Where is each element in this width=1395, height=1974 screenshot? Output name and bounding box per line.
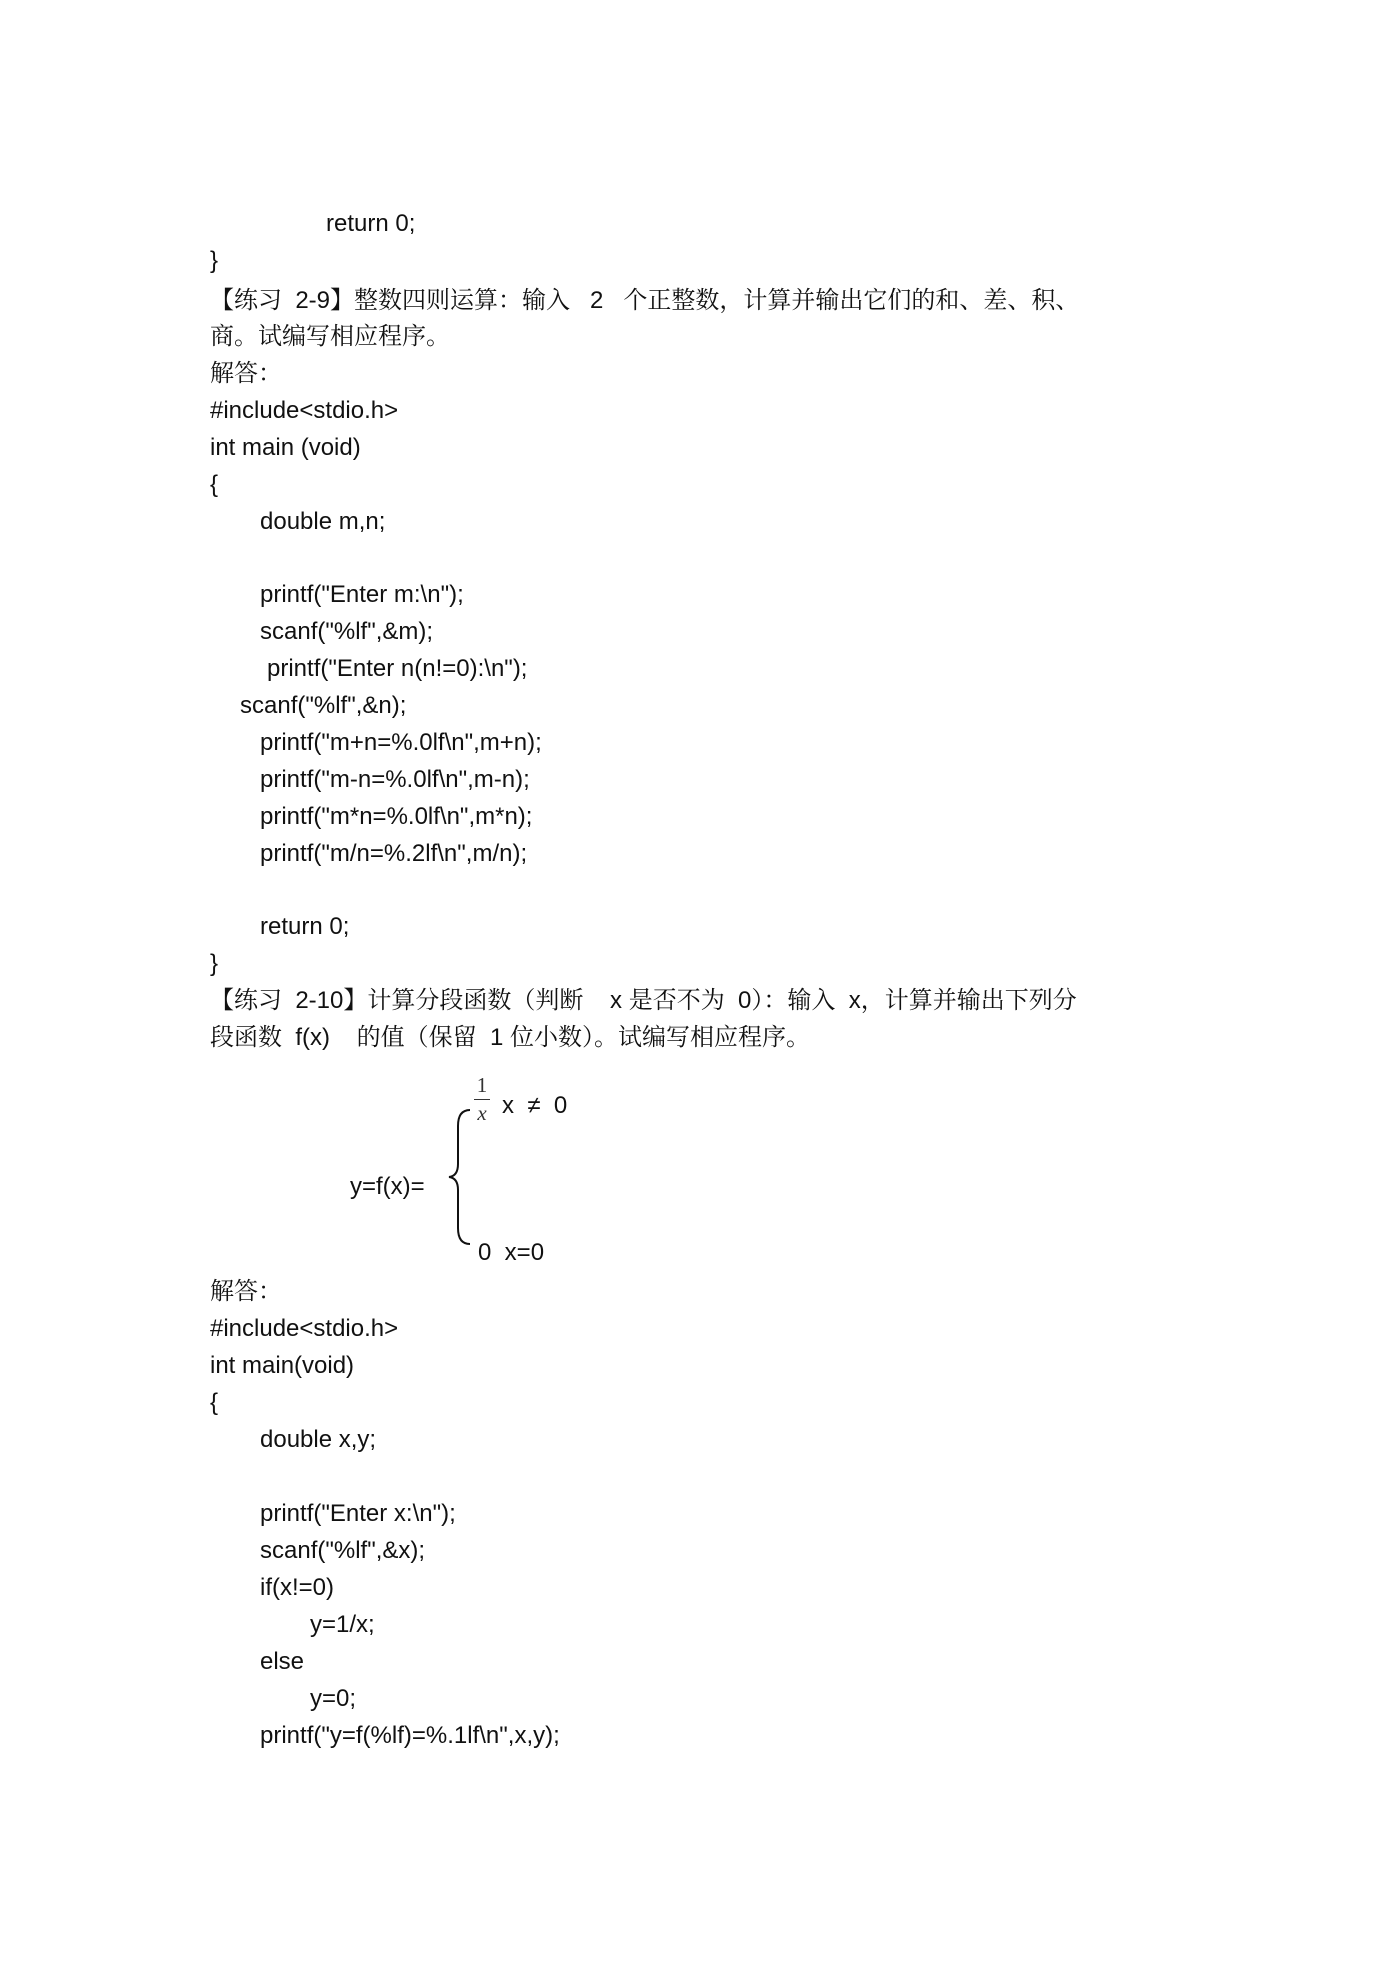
exercise-heading: 【练习 2-10】计算分段函数（判断 x 是否不为 0）：输入 x，计算并输出下列分 — [210, 987, 1077, 1014]
code-line: } — [210, 247, 219, 274]
code-line: if(x!=0) — [260, 1574, 335, 1601]
code-line: { — [210, 471, 219, 498]
exercise-text: 段函数 f(x) 的值（保留 1 位小数）。试编写相应程序。 — [210, 1024, 811, 1051]
code-line: printf("Enter m:\n"); — [260, 581, 464, 608]
code-line: printf("Enter n(n!=0):\n"); — [267, 655, 528, 682]
answer-label: 解答： — [210, 360, 282, 387]
exercise-heading: 【练习 2-9】整数四则运算：输入 2 个正整数，计算并输出它们的和、差、积、 — [210, 287, 1080, 314]
code-line: #include<stdio.h> — [210, 1315, 399, 1342]
fraction-bar — [474, 1099, 490, 1100]
code-line: y=0; — [310, 1685, 357, 1712]
code-line: printf("m-n=%.0lf\n",m-n); — [260, 766, 530, 793]
answer-label: 解答： — [210, 1278, 282, 1305]
code-line: int main (void) — [210, 434, 361, 461]
code-line: return 0; — [326, 210, 416, 237]
case-zero: 0 x=0 — [478, 1239, 545, 1266]
code-line: { — [210, 1389, 219, 1416]
case-condition-nonzero: x ≠ 0 — [502, 1092, 568, 1119]
code-line: y=1/x; — [310, 1611, 375, 1638]
formula-lhs: y=f(x)= — [350, 1173, 425, 1200]
fraction-denominator: x — [477, 1101, 487, 1125]
code-line: return 0; — [260, 913, 350, 940]
code-line: scanf("%lf",&n); — [240, 692, 407, 719]
code-line: int main(void) — [210, 1352, 355, 1379]
code-line: printf("y=f(%lf)=%.1lf\n",x,y); — [260, 1722, 560, 1749]
curly-brace — [446, 1108, 476, 1246]
code-line: double m,n; — [260, 508, 386, 535]
fraction-one-over-x — [474, 1074, 490, 1124]
code-line: printf("m*n=%.0lf\n",m*n); — [260, 803, 533, 830]
exercise-text: 商。试编写相应程序。 — [210, 323, 450, 350]
code-line: } — [210, 950, 219, 977]
code-line: #include<stdio.h> — [210, 397, 399, 424]
code-line: scanf("%lf",&m); — [260, 618, 434, 645]
code-line: printf("m+n=%.0lf\n",m+n); — [260, 729, 542, 756]
code-line: scanf("%lf",&x); — [260, 1537, 426, 1564]
code-line: printf("m/n=%.2lf\n",m/n); — [260, 840, 528, 867]
piecewise-formula — [350, 1068, 650, 1278]
fraction-numerator: 1 — [476, 1073, 488, 1097]
code-line: printf("Enter x:\n"); — [260, 1500, 456, 1527]
code-line: double x,y; — [260, 1426, 377, 1453]
code-line: else — [260, 1648, 305, 1675]
